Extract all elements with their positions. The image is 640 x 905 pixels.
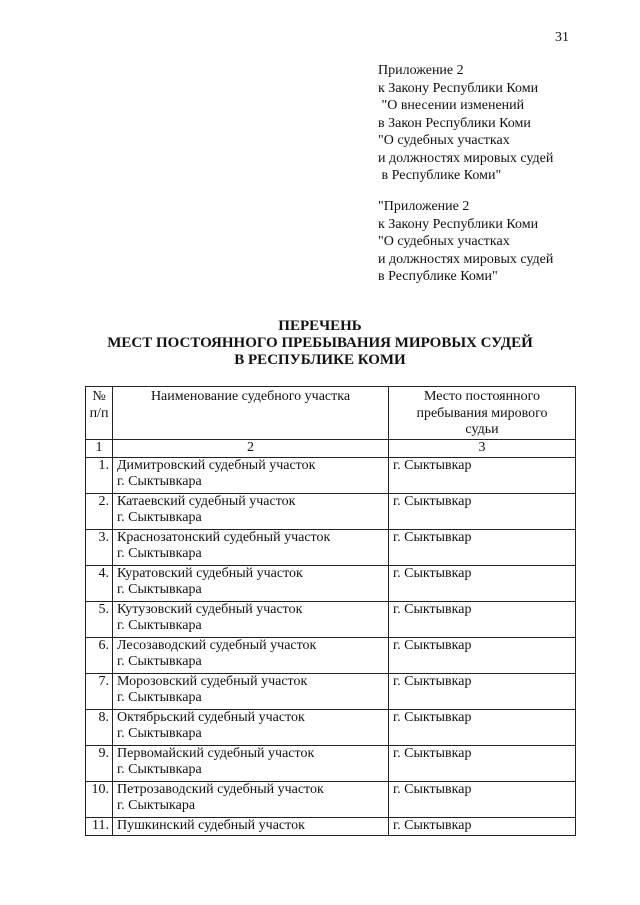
court-name-line: Петрозаводский судебный участок bbox=[117, 781, 324, 797]
court-name-line: г. Сыктывкара bbox=[117, 762, 202, 777]
table-row bbox=[86, 673, 576, 709]
row-number: 1. bbox=[86, 457, 113, 493]
row-number: 9. bbox=[86, 745, 113, 781]
court-name bbox=[113, 745, 389, 781]
court-name-line: г. Сыктывкара bbox=[117, 582, 202, 597]
court-place: г. Сыктывкар bbox=[389, 781, 576, 817]
courts-table bbox=[85, 386, 576, 836]
court-place: г. Сыктывкар bbox=[389, 565, 576, 601]
table-row bbox=[86, 781, 576, 817]
appendix-line: в Республике Коми" bbox=[378, 269, 498, 284]
row-number: 3. bbox=[86, 529, 113, 565]
row-number: 2. bbox=[86, 493, 113, 529]
header-place-line: пребывания мирового bbox=[416, 405, 548, 421]
appendix-line: к Закону Республики Коми bbox=[378, 216, 539, 232]
header-place-line: Место постоянного bbox=[423, 389, 540, 404]
court-place: г. Сыктывкар bbox=[389, 601, 576, 637]
court-name-line: г. Сыктывкара bbox=[117, 546, 202, 561]
appendix-line: Приложение 2 bbox=[378, 63, 464, 78]
court-place: г. Сыктывкар bbox=[389, 709, 576, 745]
header-number bbox=[86, 387, 113, 440]
row-number: 4. bbox=[86, 565, 113, 601]
court-name-line: г. Сыктывкара bbox=[117, 510, 202, 525]
column-number: 2 bbox=[113, 439, 389, 457]
appendix-line: "О внесении изменений bbox=[378, 98, 525, 113]
header-number-line: № bbox=[92, 389, 106, 404]
court-place: г. Сыктывкар bbox=[389, 457, 576, 493]
court-name-line: Катаевский судебный участок bbox=[117, 493, 296, 509]
table-row bbox=[86, 493, 576, 529]
appendix-line: "О судебных участках bbox=[378, 133, 510, 148]
table-row bbox=[86, 817, 576, 835]
court-name-line: г. Сыктывкара bbox=[117, 726, 202, 741]
table-body bbox=[86, 457, 576, 835]
court-name bbox=[113, 601, 389, 637]
court-name bbox=[113, 817, 389, 835]
court-place: г. Сыктывкар bbox=[389, 817, 576, 835]
court-name-line: Октябрьский судебный участок bbox=[117, 709, 305, 725]
appendix-line: к Закону Республики Коми bbox=[378, 80, 539, 96]
court-name-line: г. Сыктывкара bbox=[117, 654, 202, 669]
court-name bbox=[113, 709, 389, 745]
table-row bbox=[86, 529, 576, 565]
court-place: г. Сыктывкар bbox=[389, 745, 576, 781]
row-number: 6. bbox=[86, 637, 113, 673]
appendix-line: в Закон Республики Коми bbox=[378, 115, 531, 131]
court-name bbox=[113, 637, 389, 673]
court-name-line: г. Сыктывкара bbox=[117, 618, 202, 633]
header-name bbox=[113, 387, 389, 440]
title-line: МЕСТ ПОСТОЯННОГО ПРЕБЫВАНИЯ МИРОВЫХ СУДЕЙ bbox=[107, 335, 533, 351]
appendix-line: "Приложение 2 bbox=[378, 199, 470, 214]
page-number: 31 bbox=[555, 30, 569, 45]
document-title bbox=[0, 318, 640, 369]
court-name-line: Димитровский судебный участок bbox=[117, 457, 316, 473]
appendix-line: и должностях мировых судей bbox=[378, 251, 554, 267]
row-number: 7. bbox=[86, 673, 113, 709]
court-name-line: г. Сыктывкара bbox=[117, 690, 202, 705]
row-number: 11. bbox=[86, 817, 113, 835]
court-name-line: Первомайский судебный участок bbox=[117, 745, 315, 761]
court-place: г. Сыктывкар bbox=[389, 493, 576, 529]
court-name bbox=[113, 673, 389, 709]
court-name-line: Краснозатонский судебный участок bbox=[117, 529, 331, 545]
appendix-line: в Республике Коми" bbox=[378, 168, 502, 183]
table-row bbox=[86, 601, 576, 637]
appendix-note bbox=[378, 62, 553, 185]
court-name bbox=[113, 493, 389, 529]
row-number: 10. bbox=[86, 781, 113, 817]
row-number: 8. bbox=[86, 709, 113, 745]
court-name bbox=[113, 529, 389, 565]
court-name-line: г. Сыктыкара bbox=[117, 798, 196, 813]
court-place: г. Сыктывкар bbox=[389, 529, 576, 565]
court-name-line: г. Сыктывкара bbox=[117, 474, 202, 489]
court-name bbox=[113, 781, 389, 817]
court-name-line: Кутузовский судебный участок bbox=[117, 601, 303, 617]
header-place-line: судьи bbox=[465, 422, 499, 437]
table-row bbox=[86, 565, 576, 601]
table-row bbox=[86, 745, 576, 781]
column-number: 3 bbox=[389, 439, 576, 457]
column-number-row bbox=[86, 439, 576, 457]
court-place: г. Сыктывкар bbox=[389, 673, 576, 709]
row-number: 5. bbox=[86, 601, 113, 637]
column-number: 1 bbox=[86, 439, 113, 457]
title-line: В РЕСПУБЛИКЕ КОМИ bbox=[234, 352, 406, 368]
court-name-line: Пушкинский судебный участок bbox=[117, 817, 305, 833]
appendix-line: "О судебных участках bbox=[378, 234, 510, 249]
table-row bbox=[86, 457, 576, 493]
header-number-line: п/п bbox=[89, 405, 109, 421]
header-name-text: Наименование судебного участка bbox=[150, 389, 351, 404]
court-name bbox=[113, 565, 389, 601]
table-row bbox=[86, 709, 576, 745]
court-name-line: Морозовский судебный участок bbox=[117, 673, 308, 689]
appendix-quote bbox=[378, 198, 553, 286]
court-name-line: Лесозаводский судебный участок bbox=[117, 637, 317, 653]
header-place bbox=[389, 387, 576, 440]
title-line: ПЕРЕЧЕНЬ bbox=[278, 318, 362, 334]
table-header-row bbox=[86, 387, 576, 440]
court-place: г. Сыктывкар bbox=[389, 637, 576, 673]
court-name bbox=[113, 457, 389, 493]
court-name-line: Куратовский судебный участок bbox=[117, 565, 303, 581]
table-row bbox=[86, 637, 576, 673]
appendix-line: и должностях мировых судей bbox=[378, 150, 554, 166]
